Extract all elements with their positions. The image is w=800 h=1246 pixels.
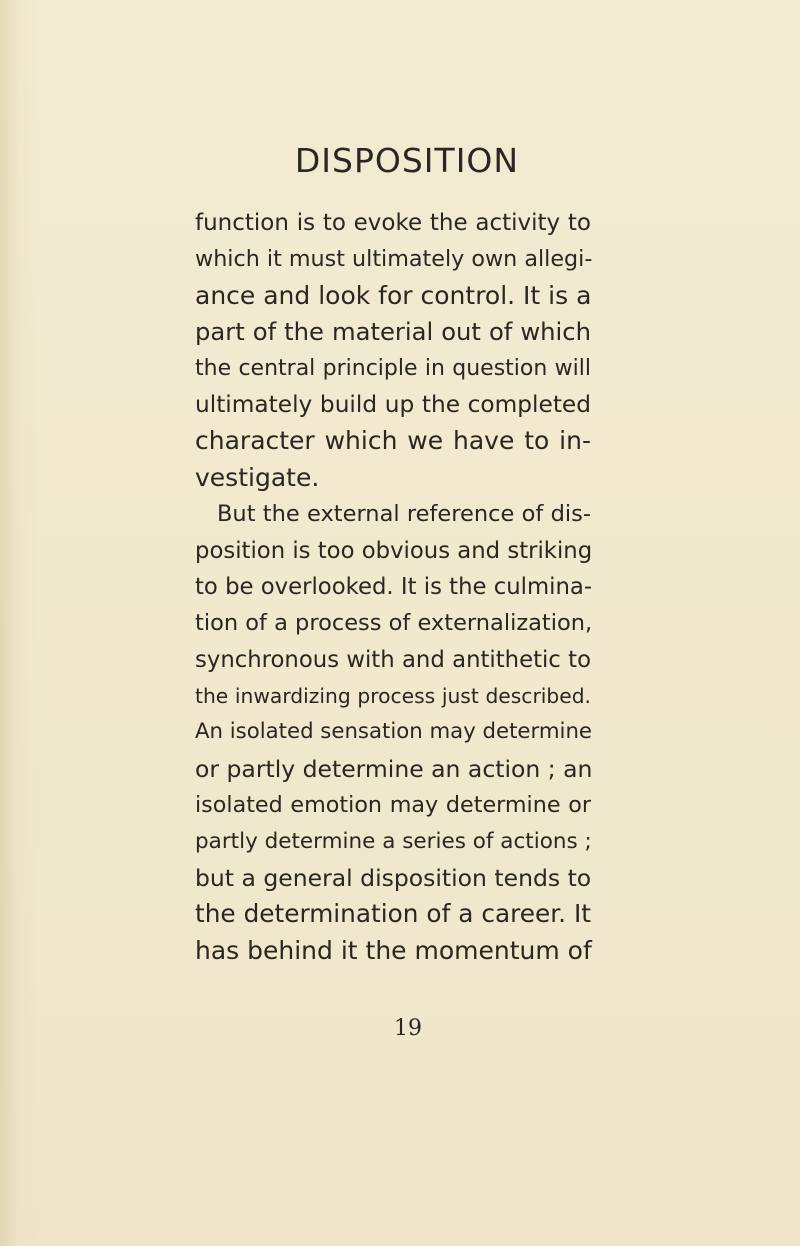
text-line: partly determine a series of actions ; bbox=[195, 828, 592, 854]
text-line: the central principle in question will bbox=[195, 355, 591, 381]
text-line: function is to evoke the activity to bbox=[195, 210, 591, 236]
text-line: An isolated sensation may determine bbox=[195, 719, 593, 745]
text-line: to be overlooked. It is the culmina- bbox=[195, 573, 593, 600]
page-number: 19 bbox=[394, 1016, 422, 1041]
text-line: vestigate. bbox=[195, 462, 320, 492]
text-line: ance and look for control. It is a bbox=[195, 280, 592, 310]
text-line: has behind it the momentum of bbox=[195, 935, 592, 965]
text-line: ultimately build up the completed bbox=[195, 390, 591, 418]
body-text bbox=[195, 205, 591, 969]
text-line: but a general disposition tends to bbox=[195, 864, 592, 893]
text-line: which it must ultimately own allegi- bbox=[195, 246, 593, 273]
text-line: part of the material out of which bbox=[195, 317, 591, 347]
text-line: synchronous with and antithetic to bbox=[195, 646, 591, 673]
text-line: character which we have to in- bbox=[195, 426, 591, 456]
text-line: isolated emotion may determine or bbox=[195, 792, 591, 819]
text-line: the determination of a career. It bbox=[195, 899, 591, 929]
text-line: But the external reference of dis- bbox=[217, 501, 591, 528]
text-line: tion of a process of externalization, bbox=[195, 610, 593, 637]
text-line: the inwardizing process just described. bbox=[195, 684, 591, 709]
running-head: DISPOSITION bbox=[294, 141, 520, 180]
text-line: or partly determine an action ; an bbox=[195, 754, 593, 783]
text-line: position is too obvious and striking bbox=[195, 537, 593, 564]
